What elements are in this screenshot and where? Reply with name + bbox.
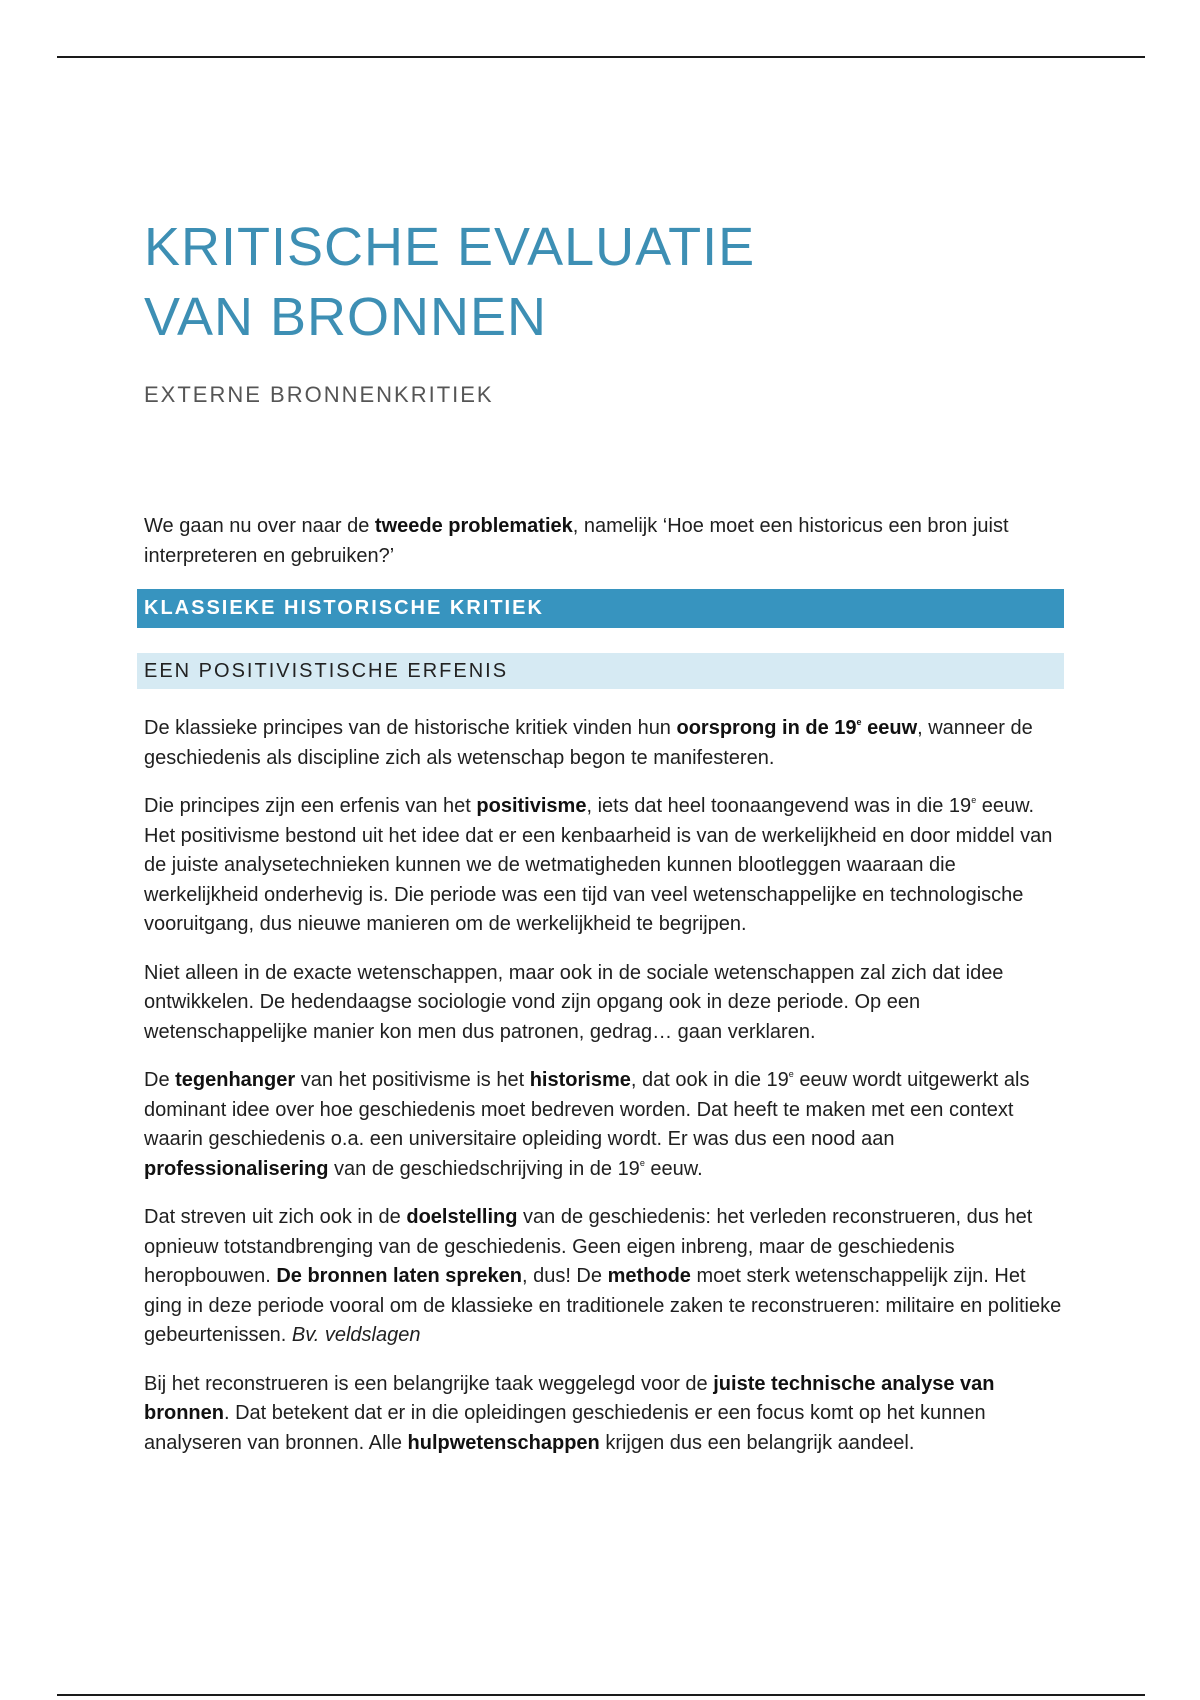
paragraph-4: De tegenhanger van het positivisme is het historisme, dat ook in die 19e eeuw wordt uitgewerkt als dominant idee over hoe geschiedenis moet bedreven worden. Dat heeft te maken met een context waarin geschiedenis o.a. een universitaire opleiding wordt. Er was dus een nood aan professionalisering van de geschiedschrijving in de 19e eeuw. — [144, 1069, 1030, 1180]
paragraph-1: De klassieke principes van de historische kritiek vinden hun oorsprong in de 19e eeuw, wanneer de geschiedenis als discipline zich als wetenschap begon te manifesteren. — [144, 717, 1033, 769]
paragraph-5: Dat streven uit zich ook in de doelstelling van de geschiedenis: het verleden reconstrueren, dus het opnieuw totstandbrenging van de geschiedenis. Geen eigen inbreng, maar de geschiedenis heropbouwen. De bronnen laten spreken, dus! De methode moet sterk wetenschappelijk zijn. Het ging in deze periode vooral om de klassieke en traditionele zaken te reconstrueren: militaire en politieke gebeurtenissen. Bv. veldslagen — [144, 1206, 1062, 1346]
paragraph-6: Bij het reconstrueren is een belangrijke taak weggelegd voor de juiste technische analyse van bronnen. Dat betekent dat er in die opleidingen geschiedenis er een focus komt op het kunnen analyseren van bronnen. Alle hulpwetenschappen krijgen dus een belangrijk aandeel. — [144, 1372, 995, 1454]
section-heading: KLASSIEKE HISTORISCHE KRITIEK — [137, 589, 1064, 628]
subsection-heading: EEN POSITIVISTISCHE ERFENIS — [137, 653, 1064, 689]
footer-rule — [57, 1694, 1145, 1696]
intro-paragraph: We gaan nu over naar de tweede problematiek, namelijk ‘Hoe moet een historicus een bron juist interpreteren en gebruiken?’ — [144, 515, 1009, 567]
document-title: KRITISCHE EVALUATIE VAN BRONNEN — [144, 217, 756, 347]
document-subtitle: EXTERNE BRONNENKRITIEK — [144, 382, 494, 407]
paragraph-2: Die principes zijn een erfenis van het positivisme, iets dat heel toonaangevend was in die 19e eeuw. Het positivisme bestond uit het idee dat er een kenbaarheid is van de werkelijkheid en door middel van de juiste analysetechnieken kunnen we de wetmatigheden kunnen blootleggen waaraan die werkelijkheid onderhevig is. Die periode was een tijd van veel wetenschappelijke en technologische vooruitgang, dus nieuwe manieren om de werkelijkheid te begrijpen. — [144, 795, 1053, 935]
paragraph-3: Niet alleen in de exacte wetenschappen, maar ook in de sociale wetenschappen zal zich dat idee ontwikkelen. De hedendaagse sociologie vond zijn opgang ook in deze periode. Op een wetenschappelijke manier kon men dus patronen, gedrag… gaan verklaren. — [144, 961, 1004, 1043]
header-rule — [57, 56, 1145, 58]
document-body — [144, 212, 1064, 1477]
